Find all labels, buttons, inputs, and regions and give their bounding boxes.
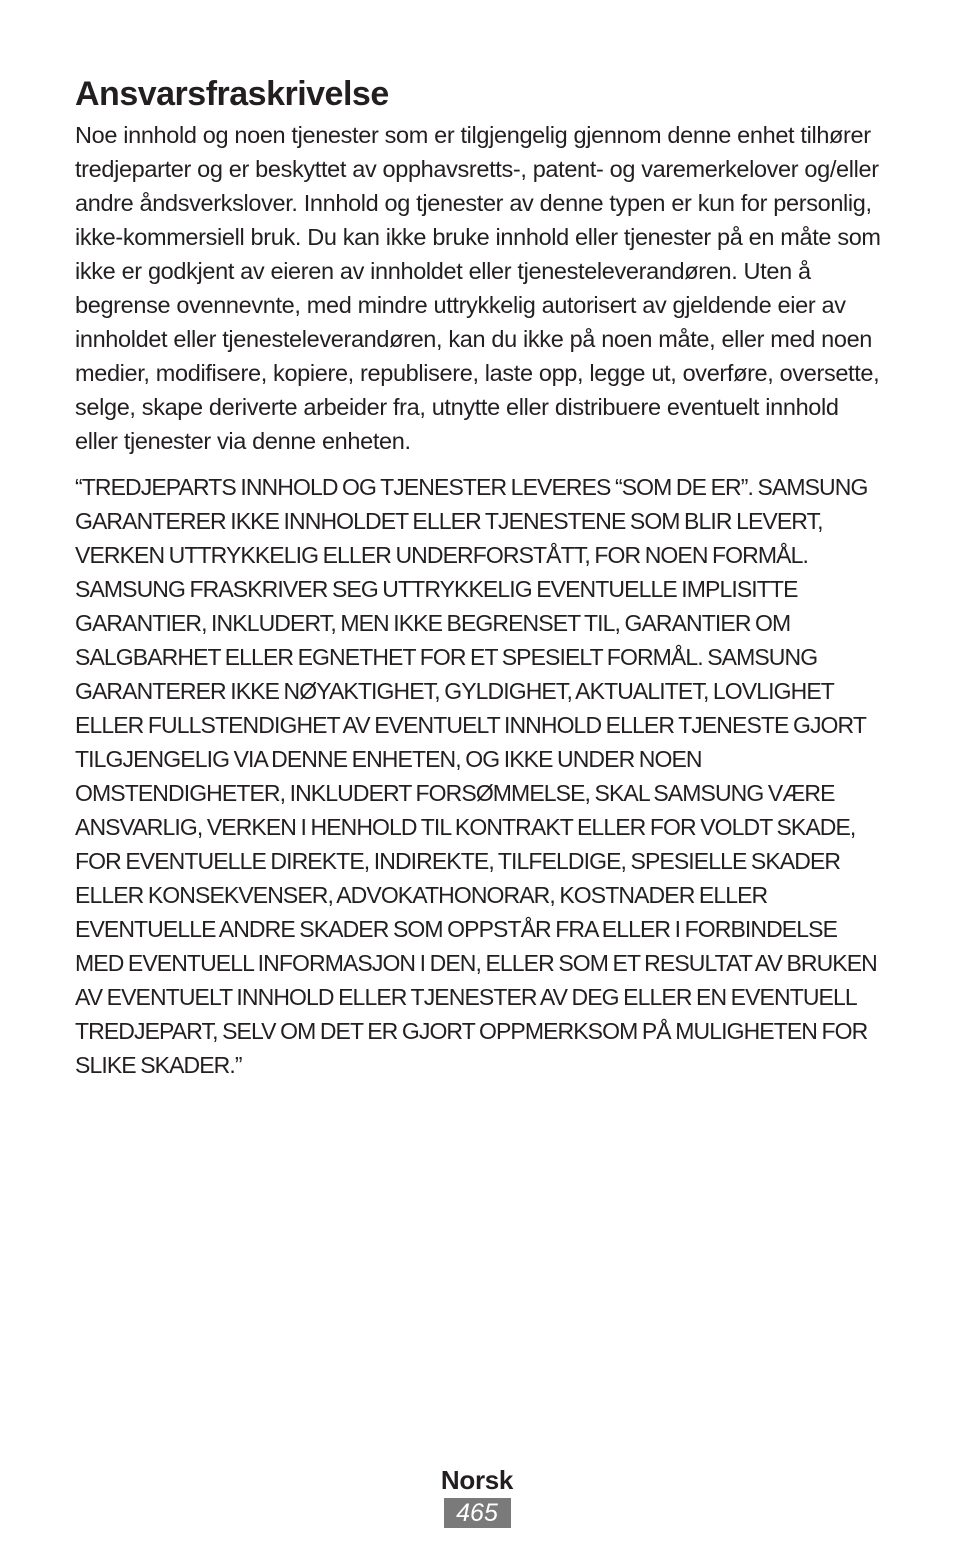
page-title: Ansvarsfraskrivelse bbox=[75, 75, 389, 113]
page-number: 465 bbox=[444, 1498, 511, 1528]
disclaimer-paragraph: Noe innhold og noen tjenester som er tilgjengelig gjennom denne enhet tilhører tredjeparter og er beskyttet av opphavsretts-, patent- og varemerkelover og/eller andre åndsverkslover. Innhold og tjenester av denne typen er kun for personlig, ikke-kommersiell bruk. Du kan ikke bruke innhold eller tjenester på en måte som ikke er godkjent av eieren av innholdet eller tjenesteleverandøren. Uten å begrense ovennevnte, med mindre uttrykkelig autorisert av gjeldende eier av innholdet eller tjenesteleverandøren, kan du ikke på noen måte, eller med noen medier, modifisere, kopiere, republisere, laste opp, legge ut, overføre, oversette, selge, skape deriverte arbeider fra, utnytte eller distribuere eventuelt innhold eller tjenester via denne enheten. bbox=[75, 122, 881, 454]
warranty-disclaimer-paragraph: “TREDJEPARTS INNHOLD OG TJENESTER LEVERES “SOM DE ER”. SAMSUNG GARANTERER IKKE INNHOLDET ELLER TJENESTENE SOM BLIR LEVERT, VERKEN UTTRYKKELIG ELLER UNDERFORSTÅTT, FOR NOEN FORMÅL. SAMSUNG FRASKRIVER SEG UTTRYKKELIG EVENTUELLE IMPLISITTE GARANTIER, INKLUDERT, MEN IKKE BEGRENSET TIL, GARANTIER OM SALGBARHET ELLER EGNETHET FOR ET SPESIELT FORMÅL. SAMSUNG GARANTERER IKKE NØYAKTIGHET, GYLDIGHET, AKTUALITET, LOVLIGHET ELLER FULLSTENDIGHET AV EVENTUELT INNHOLD ELLER TJENESTE GJORT TILGJENGELIG VIA DENNE ENHETEN, OG IKKE UNDER NOEN OMSTENDIGHETER, INKLUDERT FORSØMMELSE, SKAL SAMSUNG VÆRE ANSVARLIG, VERKEN I HENHOLD TIL KONTRAKT ELLER FOR VOLDT SKADE, FOR EVENTUELLE DIREKTE, INDIREKTE, TILFELDIGE, SPESIELLE SKADER ELLER KONSEKVENSER, ADVOKATHONORAR, KOSTNADER ELLER EVENTUELLE ANDRE SKADER SOM OPPSTÅR FRA ELLER I FORBINDELSE MED EVENTUELL INFORMASJON I DEN, ELLER SOM ET RESULTAT AV BRUKEN AV EVENTUELT INNHOLD ELLER TJENESTER AV DEG ELLER EN EVENTUELL TREDJEPART, SELV OM DET ER GJORT OPPMERKSOM PÅ MULIGHETEN FOR SLIKE SKADER.” bbox=[75, 474, 877, 1078]
language-label: Norsk bbox=[440, 1465, 514, 1495]
disclaimer-section bbox=[75, 72, 887, 1082]
page-footer bbox=[0, 1462, 954, 1528]
